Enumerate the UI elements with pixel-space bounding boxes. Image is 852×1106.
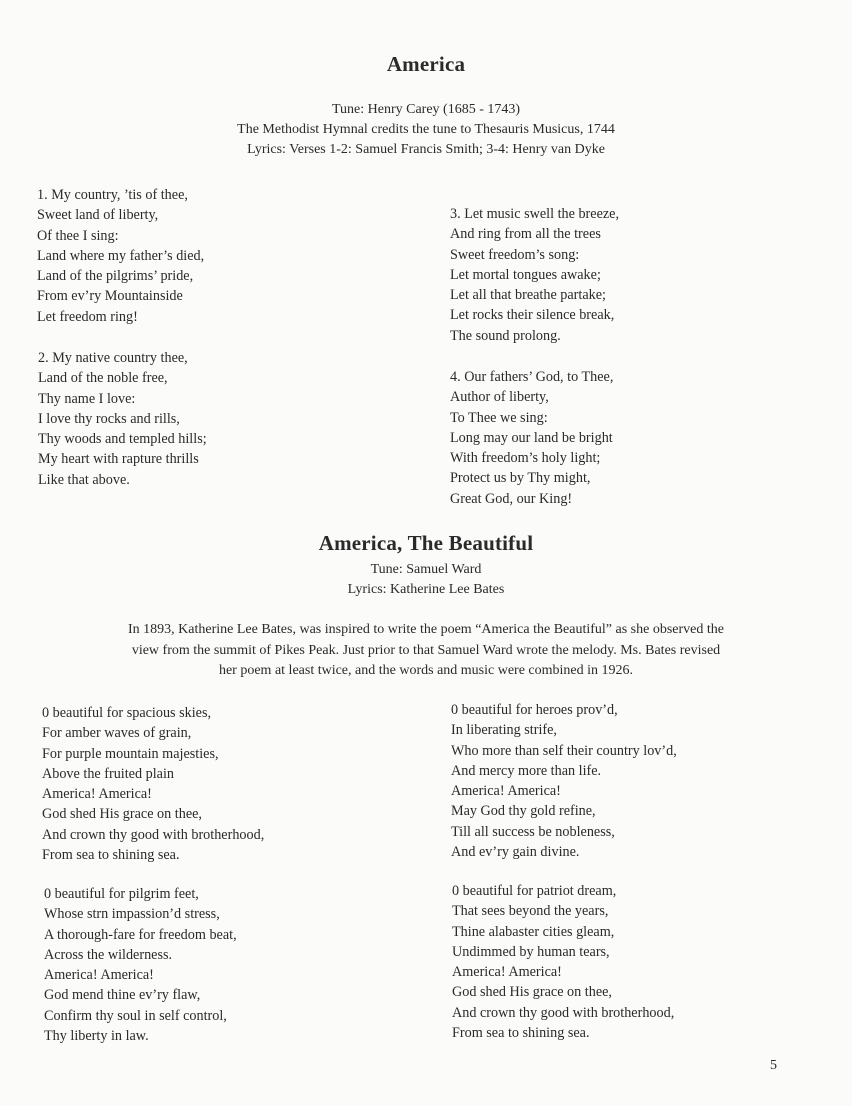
verse-line: From sea to shining sea. — [42, 847, 180, 864]
verse-line: Like that above. — [38, 471, 130, 488]
verse-line: And mercy more than life. — [451, 762, 602, 779]
verse-line: Whose strn impassion’d stress, — [44, 906, 220, 923]
history-paragraph — [40, 620, 812, 682]
verse-line: Thine alabaster cities gleam, — [452, 923, 615, 940]
beautiful-credits — [0, 560, 852, 600]
verse-line: To Thee we sing: — [450, 409, 548, 426]
verse-line: With freedom’s holy light; — [450, 450, 601, 467]
verse-line: A thorough-fare for freedom beat, — [44, 926, 237, 943]
verse-line: And crown thy good with brotherhood, — [452, 1004, 675, 1021]
verse-line: Author of liberty, — [450, 389, 549, 406]
verse-line: The sound prolong. — [450, 327, 561, 344]
tune-credit: Tune: Henry Carey (1685 - 1743) — [331, 102, 521, 117]
verse-line: I love thy rocks and rills, — [38, 410, 180, 427]
verse-line: 0 beautiful for pilgrim feet, — [44, 886, 199, 902]
paragraph-line: her poem at least twice, and the words and music were combined in 1926. — [218, 663, 634, 678]
paragraph-line: view from the summit of Pikes Peak. Just prior to that Samuel Ward wrote the melody. Ms. Bates revised — [131, 642, 721, 658]
verse-line: Undimmed by human tears, — [452, 943, 610, 960]
verse-line: Land of the noble free, — [38, 370, 168, 387]
verse-line: 0 beautiful for patriot dream, — [452, 883, 617, 899]
verse-line: For purple mountain majesties, — [42, 745, 219, 762]
verse-line: Who more than self their country lov’d, — [451, 742, 677, 759]
beautiful-verse-2 — [44, 884, 237, 1046]
america-credits — [0, 100, 852, 160]
verse-line: 4. Our fathers’ God, to Thee, — [450, 369, 614, 385]
verse-line: 1. My country, ’tis of thee, — [37, 187, 188, 203]
verse-line: America! America! — [451, 783, 561, 800]
verse-line: 0 beautiful for heroes prov’d, — [451, 702, 618, 718]
verse-line: Thy woods and templed hills; — [38, 431, 207, 448]
verse-line: Long may our land be bright — [450, 429, 613, 446]
verse-line: Of thee I sing: — [37, 227, 119, 244]
verse-line: And ring from all the trees — [450, 226, 601, 243]
verse-line: 0 beautiful for spacious skies, — [42, 705, 212, 721]
verse-line: From ev’ry Mountainside — [37, 288, 183, 305]
verse-line: For amber waves of grain, — [42, 725, 192, 742]
verse-line: That sees beyond the years, — [452, 903, 609, 920]
verse-line: Let mortal tongues awake; — [450, 266, 601, 283]
title-america: America — [386, 52, 466, 76]
verse-line: Till all success be nobleness, — [451, 823, 615, 840]
verse-line: My heart with rapture thrills — [38, 451, 199, 468]
verse-line: And ev’ry gain divine. — [451, 844, 580, 861]
title-america-the-beautiful: America, The Beautiful — [318, 531, 534, 555]
america-verse-2 — [38, 348, 207, 490]
lyrics-credit: Lyrics: Verses 1-2: Samuel Francis Smith; 3-4: Henry van Dyke — [247, 142, 605, 157]
verse-line: 3. Let music swell the breeze, — [450, 206, 620, 222]
verse-line: Land of the pilgrims’ pride, — [37, 268, 194, 285]
tune-credit: Tune: Samuel Ward — [370, 562, 482, 577]
verse-line: America! America! — [42, 786, 152, 803]
lyrics-credit: Lyrics: Katherine Lee Bates — [347, 582, 505, 597]
america-verse-4 — [450, 367, 613, 509]
verse-line: God shed His grace on thee, — [452, 984, 612, 1001]
verse-line: Above the fruited plain — [42, 765, 174, 782]
page-number: 5 — [770, 1058, 777, 1073]
verse-line: Great God, our King! — [450, 490, 573, 507]
verse-line: America! America! — [44, 967, 154, 984]
verse-line: Let freedom ring! — [37, 308, 138, 325]
verse-line: And crown thy good with brotherhood, — [42, 826, 265, 843]
verse-line: God mend thine ev’ry flaw, — [44, 987, 201, 1004]
america-verse-3 — [450, 204, 619, 346]
verse-line: America! America! — [452, 964, 562, 981]
america-verse-1 — [37, 185, 204, 327]
paragraph-line: In 1893, Katherine Lee Bates, was inspired to write the poem “America the Beautiful” as she observed the — [128, 622, 724, 637]
verse-line: Across the wilderness. — [44, 946, 173, 963]
verse-line: May God thy gold refine, — [451, 803, 596, 820]
verse-line: Thy name I love: — [38, 390, 136, 407]
verse-line: God shed His grace on thee, — [42, 806, 202, 823]
verse-line: 2. My native country thee, — [38, 350, 188, 366]
verse-line: Let all that breathe partake; — [450, 287, 606, 304]
verse-line: Protect us by Thy might, — [450, 470, 591, 487]
verse-line: From sea to shining sea. — [452, 1025, 590, 1042]
beautiful-verse-4 — [452, 881, 674, 1043]
beautiful-verse-1 — [42, 703, 264, 865]
verse-line: Confirm thy soul in self control, — [44, 1007, 227, 1024]
verse-line: Let rocks their silence break, — [450, 307, 615, 324]
verse-line: Sweet freedom’s song: — [450, 246, 580, 263]
verse-line: In liberating strife, — [451, 722, 557, 739]
beautiful-verse-3 — [451, 700, 677, 862]
verse-line: Thy liberty in law. — [44, 1028, 149, 1045]
verse-line: Sweet land of liberty, — [37, 207, 159, 224]
hymnal-credit: The Methodist Hymnal credits the tune to Thesauris Musicus, 1744 — [237, 122, 615, 137]
verse-line: Land where my father’s died, — [37, 247, 205, 264]
